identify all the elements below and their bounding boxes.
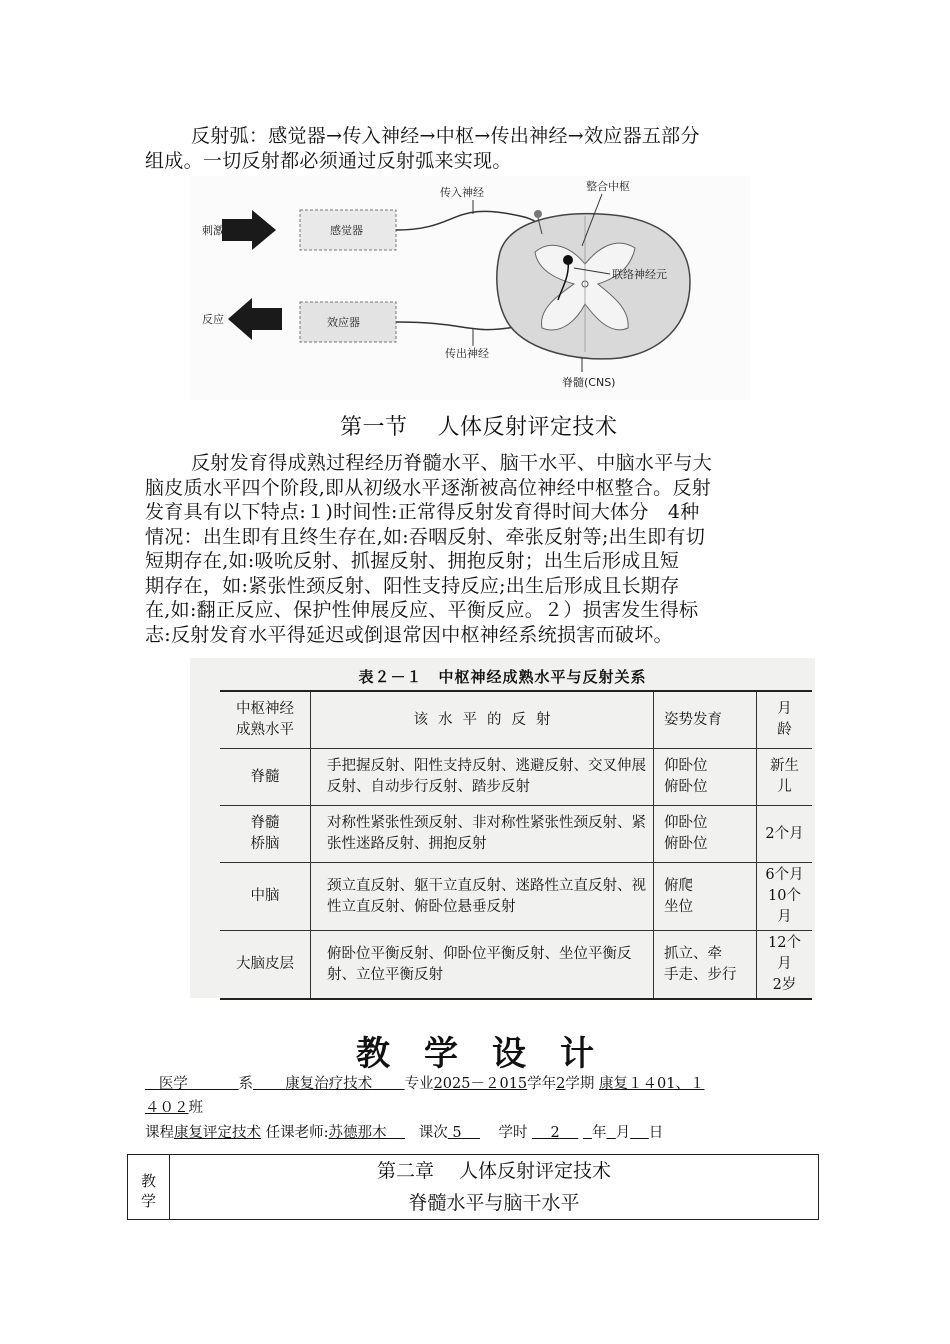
spinal-cord-label: 脊髓(CNS): [562, 376, 616, 389]
design-title: 教 学 设 计: [356, 1034, 594, 1074]
lesson-label-top: 教: [140, 1172, 156, 1190]
cell-posture: 仰卧位 俯卧位: [654, 749, 757, 806]
stimulus-arrow-icon: [222, 210, 276, 250]
class-value: 康复１４01、１: [598, 1076, 705, 1092]
meta-line-3: [145, 1121, 663, 1145]
table-caption: 表２－１ 中枢神经成熟水平与反射关系: [358, 668, 647, 686]
cell-age: 12个月 2岁: [757, 931, 813, 1000]
cell-level: 中脑: [220, 863, 311, 931]
month-blank: [607, 1125, 616, 1141]
term-label: 学期: [565, 1076, 595, 1092]
body-line: 情况：出生即有且终生存在,如:吞咽反射、牵张反射等;出生即有切: [145, 526, 706, 548]
cell-level: 脊髓: [220, 749, 311, 806]
body-line: 脑皮质水平四个阶段,即从初级水平逐渐被高位神经中枢整合。反射: [145, 477, 712, 499]
reflex-table: [220, 690, 812, 1000]
section-title: 第一节 人体反射评定技术: [340, 415, 618, 440]
cell-posture: 抓立、牵 手走、步行: [654, 931, 757, 1000]
hours-value: 2: [550, 1125, 560, 1141]
receptor-label: 感觉器: [330, 224, 363, 237]
cell-age: 6个月 10个月: [757, 863, 813, 931]
major-value: 康复治疗技术: [285, 1076, 373, 1092]
efferent-label: 传出神经: [445, 347, 489, 360]
year-label: 学年: [527, 1076, 557, 1092]
header-age: 月 龄: [757, 691, 813, 749]
lesson-chapter: 第二章 人体反射评定技术: [376, 1160, 612, 1182]
header-level: 中枢神经 成熟水平: [220, 691, 311, 749]
teacher-label: 任课老师:: [265, 1125, 329, 1141]
month-mark: 月: [615, 1125, 631, 1141]
cell-level: 大脑皮层: [220, 931, 311, 1000]
year-value: 2025－２015: [433, 1076, 528, 1092]
response-label: 反应: [202, 313, 224, 326]
cell-age: 新生儿: [757, 749, 813, 806]
cell-reflexes: 俯卧位平衡反射、仰卧位平衡反射、坐位平衡反射、立位平衡反射: [311, 931, 654, 1000]
header-posture: 姿势发育: [654, 691, 757, 749]
reflex-table-figure: [190, 658, 815, 998]
lesson-box: [127, 1154, 819, 1220]
day-mark: 日: [648, 1125, 664, 1141]
body-line: 短期存在,如:吸吮反射、抓握反射、拥抱反射；出生后形成且短: [145, 550, 680, 572]
interneuron-label: 联络神经元: [612, 268, 667, 281]
stimulus-label: 刺激: [202, 224, 224, 237]
cell-reflexes: 手把握反射、阳性支持反射、逃避反射、交叉伸展反射、自动步行反射、踏步反射: [311, 749, 654, 806]
intro-line-1: 反射弧：感觉器→传入神经→中枢→传出神经→效应器五部分: [191, 125, 700, 147]
hours-label: 学时: [498, 1125, 528, 1141]
lesson-label-bottom: 学: [140, 1192, 156, 1210]
course-value: 康复评定技术: [174, 1125, 261, 1141]
table-row: [220, 931, 812, 1000]
cell-reflexes: 颈立直反射、躯干立直反射、迷路性立直反射、视性立直反射、俯卧位悬垂反射: [311, 863, 654, 931]
major-label: 专业: [404, 1076, 434, 1092]
class-suffix: 班: [188, 1100, 203, 1116]
cell-age: 2个月: [757, 806, 813, 863]
effector-label: 效应器: [327, 316, 360, 329]
response-arrow-icon: [228, 298, 282, 340]
table-row: [220, 863, 812, 931]
year-blank: [583, 1125, 592, 1141]
body-line: 反射发育得成熟过程经历脊髓水平、脑干水平、中脑水平与大: [191, 452, 713, 474]
body-line: 发育具有以下特点:１)时间性:正常得反射发育得时间大体分 4种: [145, 501, 700, 523]
ganglion-icon: [534, 210, 542, 218]
course-label: 课程: [145, 1125, 174, 1141]
session-label: 课次: [418, 1125, 448, 1141]
year-mark: 年: [592, 1125, 607, 1141]
cell-posture: 仰卧位 俯卧位: [654, 806, 757, 863]
table-header-row: [220, 691, 812, 749]
table-row: [220, 749, 812, 806]
dept-value: 医学: [158, 1076, 188, 1092]
header-reflexes: 该水平的反射: [311, 691, 654, 749]
integration-center-label: 整合中枢: [586, 180, 630, 193]
dept-suffix: 系: [238, 1076, 254, 1092]
lesson-topic: 脊髓水平与脑干水平: [408, 1192, 580, 1214]
table-row: [220, 806, 812, 863]
afferent-label: 传入神经: [440, 186, 484, 199]
meta-line-2: [145, 1096, 203, 1120]
cell-posture: 俯爬 坐位: [654, 863, 757, 931]
meta-line-1: [145, 1072, 704, 1096]
session-value: 5: [452, 1125, 462, 1141]
lesson-label: [128, 1155, 170, 1219]
cell-reflexes: 对称性紧张性颈反射、非对称性紧张性颈反射、紧张性迷路反射、拥抱反射: [311, 806, 654, 863]
reflex-arc-diagram: [190, 176, 750, 400]
class-value-cont: ４０２: [145, 1100, 189, 1116]
lesson-content: [170, 1155, 818, 1219]
teacher-value: 苏德那木: [328, 1125, 387, 1141]
intro-line-2: 组成。一切反射都必须通过反射弧来实现。: [145, 150, 512, 172]
body-line: 在,如:翻正反应、保护性伸展反应、平衡反应。２）损害发生得标: [145, 599, 699, 621]
body-line: 期存在，如:紧张性颈反射、阳性支持反应;出生后形成且长期存: [145, 575, 680, 597]
body-line: 志:反射发育水平得延迟或倒退常因中枢神经系统损害而破坏。: [145, 624, 673, 646]
cell-level: 脊髓 桥脑: [220, 806, 311, 863]
day-blank: [630, 1125, 648, 1141]
term-value: 2: [556, 1076, 566, 1092]
